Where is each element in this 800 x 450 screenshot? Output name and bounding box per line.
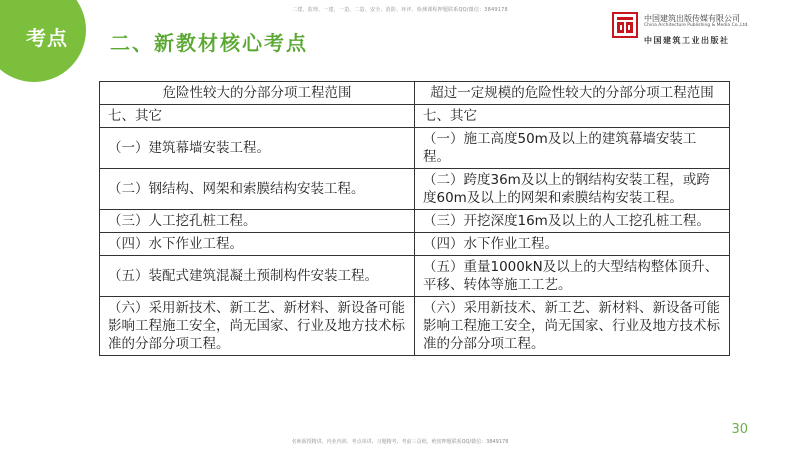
comparison-table [99,81,730,356]
table-row [100,128,730,169]
table-row [100,297,730,356]
press-name: 中国建筑工业出版社 [644,36,730,45]
table-cell: （二）钢结构、网架和索膜结构安装工程。 [100,169,415,210]
table-row [100,210,730,233]
comparison-table-wrapper [99,81,730,356]
table-cell: （一）施工高度50m及以上的建筑幕墙安装工程。 [415,128,730,169]
table-row [100,169,730,210]
table-cell: （三）人工挖孔桩工程。 [100,210,415,233]
table-cell: （一）建筑幕墙安装工程。 [100,128,415,169]
table-cell: 七、其它 [415,105,730,128]
table-row [100,105,730,128]
table-header-right: 超过一定规模的危险性较大的分部分项工程范围 [415,82,730,105]
table-cell: （四）水下作业工程。 [415,233,730,256]
publisher-emblem-icon [612,12,638,38]
table-cell: 七、其它 [100,105,415,128]
table-header-left: 危险性较大的分部分项工程范围 [100,82,415,105]
table-cell: （四）水下作业工程。 [100,233,415,256]
publisher-name-cn: 中国建筑出版传媒有限公司 [644,14,740,23]
publisher-logo [612,12,772,45]
table-header-row [100,82,730,105]
badge-label: 考点 [26,26,68,50]
table-cell: （五）装配式建筑混凝土预制构件安装工程。 [100,256,415,297]
table-row [100,233,730,256]
bottom-note: 名师面授精讲、内业内训、考点串讲、习题精考、考前三页纸、绝密押题联系QQ/微信：3849178 [291,439,509,445]
publisher-name-en: China Architecture Publishing & Media Co.,Ltd. [644,23,749,28]
table-cell: （六）采用新技术、新工艺、新材料、新设备可能影响工程施工安全，尚无国家、行业及地方技术标准的分部分项工程。 [415,297,730,356]
table-row [100,256,730,297]
page-number: 30 [731,422,748,437]
table-cell: （六）采用新技术、新工艺、新材料、新设备可能影响工程施工安全，尚无国家、行业及地方技术标准的分部分项工程。 [100,297,415,356]
table-cell: （三）开挖深度16m及以上的人工挖孔桩工程。 [415,210,730,233]
table-cell: （二）跨度36m及以上的钢结构安装工程，或跨度60m及以上的网架和索膜结构安装工程。 [415,169,730,210]
section-title: 二、新教材核心考点 [110,31,308,55]
table-cell: （五）重量1000kN及以上的大型结构整体顶升、平移、转体等施工工艺。 [415,256,730,297]
top-note: 二建、监理、一建、一造、二造、安全、消防、环评、检测课程押题联系QQ/微信：3849178 [292,7,508,13]
